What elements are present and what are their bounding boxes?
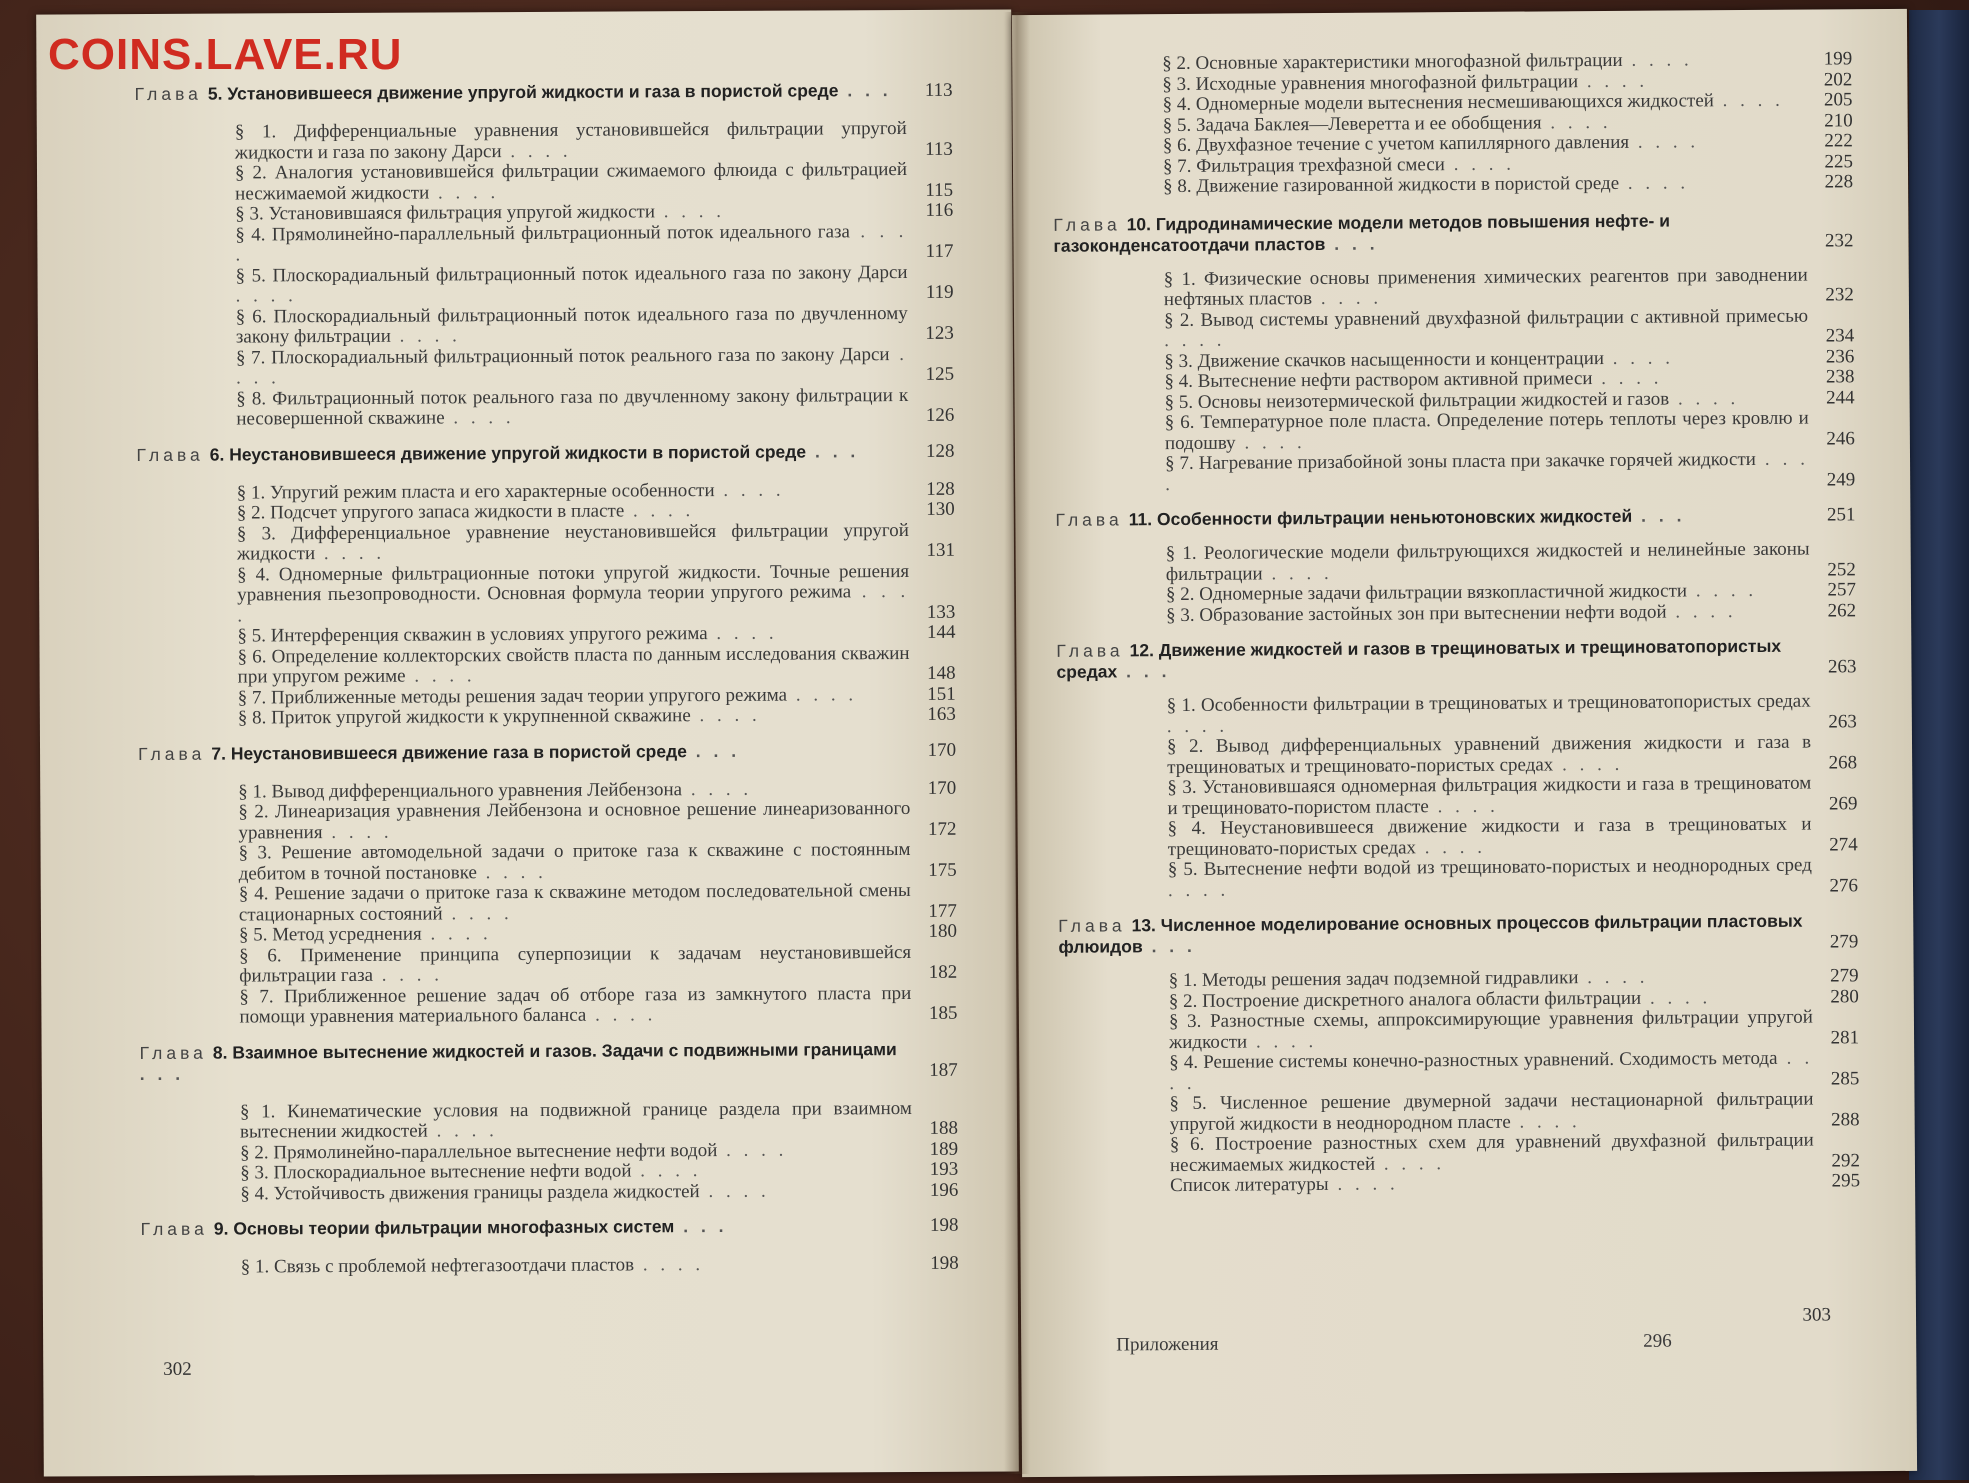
leader-dots: . . . <box>806 440 860 462</box>
section-page: 249 <box>1826 468 1856 490</box>
section-title: § 4. Вытеснение нефти раствором активной примеси <box>1164 368 1593 393</box>
toc-section <box>1166 601 1856 626</box>
leader-dots: . . . <box>674 1215 728 1237</box>
section-page: 151 <box>927 683 956 705</box>
leader-dots: . . . . <box>717 1139 788 1161</box>
section-title: § 1. Вывод дифференциального уравнения Лейбензона <box>238 778 683 803</box>
section-title: § 4. Одномерные модели вытеснения несмешивающихся жидкостей <box>1162 90 1714 116</box>
leader-dots: . . . . <box>634 1254 705 1276</box>
chapter-number: 10. <box>1126 213 1152 234</box>
leader-dots: . . . . <box>1603 347 1675 369</box>
leader-dots: . . . . <box>690 704 761 727</box>
chapter-number: 6. <box>209 444 225 465</box>
chapter-page: 279 <box>1829 931 1859 953</box>
section-title: § 4. Решение системы конечно-разностных уравнений. Сходимость метода <box>1169 1047 1778 1074</box>
leader-dots: . . . <box>686 740 741 761</box>
section-title: § 1. Особенности фильтрации в трещиноватых и трещиноватопористых средах <box>1166 690 1811 717</box>
toc-section <box>237 561 955 626</box>
leader-dots: . . . . <box>421 923 492 945</box>
leader-dots: . . . . <box>624 500 695 522</box>
section-page: 244 <box>1826 386 1855 408</box>
leader-dots: . . . . <box>442 902 513 924</box>
leader-dots: . . . . <box>501 140 572 162</box>
leader-dots: . . . <box>139 1063 185 1084</box>
toc-section <box>235 262 953 307</box>
chapter-page: 170 <box>927 739 957 761</box>
section-page: 269 <box>1828 792 1858 814</box>
section-page: 126 <box>925 404 955 426</box>
section-page: 198 <box>930 1252 959 1274</box>
section-page: 285 <box>1830 1067 1860 1089</box>
section-page: 125 <box>925 363 955 385</box>
section-page: 175 <box>928 859 957 881</box>
section-title: § 7. Фильтрация трехфазной смеси <box>1162 153 1445 177</box>
leader-dots: . . . . <box>405 665 476 687</box>
toc-chapter <box>135 80 955 431</box>
section-title: § 8. Приток упругой жидкости к укрупненной скважине <box>237 705 691 729</box>
leader-dots: . . . . <box>1415 836 1487 858</box>
chapter-label: Глава <box>1056 640 1124 661</box>
leader-dots: . . . . <box>1669 387 1740 410</box>
toc-section <box>1170 1171 1860 1196</box>
appendix-page: 296 <box>1643 1330 1672 1352</box>
section-page: 252 <box>1827 558 1856 580</box>
section-title: § 5. Плоскорадиальный фильтрационный поток идеального газа по закону Дарси <box>235 261 908 287</box>
chapter-heading <box>1056 635 1856 683</box>
section-title: § 4. Прямолинейно-параллельный фильтрационный поток идеального газа <box>235 220 850 246</box>
section-title: § 2. Прямолинейно-параллельное вытеснение нефти водой <box>240 1139 718 1164</box>
chapter-sections <box>238 778 957 1028</box>
chapter-title: Основы теории фильтрации многофазных систем <box>233 1216 675 1239</box>
toc-section <box>1169 1048 1859 1094</box>
chapter-page: 198 <box>929 1214 959 1236</box>
leader-dots: . . . . <box>1311 287 1383 310</box>
leader-dots: . . . . <box>390 325 461 347</box>
chapter-sections <box>1164 265 1856 495</box>
toc-section <box>236 303 954 348</box>
section-page: 238 <box>1825 366 1855 388</box>
chapter-label: Глава <box>136 444 204 465</box>
toc-section <box>239 840 957 885</box>
section-title: § 1. Связь с проблемой нефтегазоотдачи пластов <box>240 1254 635 1278</box>
leader-dots: . . . . <box>235 285 297 307</box>
section-title: § 3. Дифференциальное уравнение неустановившейся фильтрации упругой жидкости <box>236 519 909 565</box>
section-title: § 8. Движение газированной жидкости в пористой среде <box>1163 172 1620 198</box>
section-page: 130 <box>926 498 955 520</box>
section-page: 163 <box>927 703 956 725</box>
section-page: 257 <box>1827 579 1857 601</box>
chapter-title: Численное моделирование основных процессов фильтрации пластовых флюидов <box>1058 910 1803 957</box>
leader-dots: . . . . <box>1164 329 1226 352</box>
chapter-label: Глава <box>1058 915 1126 936</box>
leader-dots: . . . . <box>1641 986 1712 1009</box>
toc-section <box>238 799 956 844</box>
section-page: 232 <box>1825 284 1854 306</box>
leader-dots: . . . <box>1632 505 1686 526</box>
section-page: 234 <box>1825 325 1855 347</box>
section-page: 280 <box>1830 985 1859 1007</box>
toc-section <box>1170 1130 1860 1176</box>
section-page: 144 <box>926 621 956 643</box>
chapter-label: Глава <box>140 1218 208 1240</box>
leader-dots: . . . . <box>1247 1030 1318 1053</box>
toc-chapter <box>140 1038 959 1205</box>
toc-chapter <box>1055 504 1856 627</box>
leader-dots: . . . . <box>322 821 393 843</box>
leader-dots: . . . . <box>427 1120 498 1142</box>
section-title: § 4. Устойчивость движения границы раздела жидкостей <box>240 1180 700 1205</box>
toc-section <box>239 983 957 1028</box>
section-page: 131 <box>926 539 956 561</box>
chapter-title: Неустановившееся движение газа в пористой среде <box>230 740 687 764</box>
section-title: § 2. Подсчет упругого запаса жидкости в пласте <box>236 500 625 524</box>
section-title: § 6. Определение коллекторских свойств пласта по данным исследования скважин при упругом режиме <box>237 642 910 688</box>
chapter-heading <box>1053 209 1853 257</box>
leader-dots: . . . . <box>1592 367 1663 390</box>
chapter-heading <box>140 1215 958 1240</box>
section-title: § 1. Кинематические условия на подвижной границе раздела при взаимном вытеснении жидкостей <box>239 1097 912 1143</box>
section-title: § 6. Применение принципа суперпозиции к задачам неустановившейся фильтрации газа <box>239 941 912 987</box>
chapter-label: Глава <box>1053 213 1121 235</box>
leader-dots: . . . . <box>237 580 910 627</box>
section-page: 268 <box>1828 751 1858 773</box>
chapter-sections <box>235 119 955 430</box>
leader-dots: . . . . <box>631 1160 702 1182</box>
leader-dots: . . . . <box>1165 448 1810 495</box>
toc-section <box>1169 1089 1859 1135</box>
chapter-sections <box>1169 966 1861 1196</box>
chapter-sections <box>240 1098 959 1204</box>
section-page: 123 <box>925 322 954 344</box>
leader-dots: . . . . <box>714 479 785 501</box>
leader-dots: . . . . <box>1444 153 1515 175</box>
chapter-title: Особенности фильтрации неньютоновских жидкостей <box>1156 505 1633 530</box>
leader-dots: . . . . <box>1510 1110 1581 1133</box>
toc-section <box>1167 773 1857 819</box>
section-page: 180 <box>928 920 958 942</box>
leader-dots: . . . . <box>1622 49 1693 71</box>
leader-dots: . . . . <box>1428 795 1499 817</box>
section-title: § 6. Двухфазное течение с учетом капиллярного давления <box>1162 131 1630 157</box>
left-page <box>36 9 1019 1476</box>
chapter-label: Глава <box>137 743 206 764</box>
section-page: 246 <box>1826 427 1855 449</box>
toc-section <box>237 643 955 688</box>
section-page: 288 <box>1831 1108 1860 1130</box>
section-page: 189 <box>929 1138 959 1160</box>
section-title: § 4. Неустановившееся движение жидкости и газа в трещиноватых и трещиновато-пористых средах <box>1167 813 1812 860</box>
chapter-heading <box>138 739 956 764</box>
chapter-title: Установившееся движение упругой жидкости и газа в пористой среде <box>227 80 839 104</box>
lead-sections <box>1162 49 1853 197</box>
section-title: § 7. Плоскорадиальный фильтрационный поток реального газа по закону Дарси <box>235 343 890 369</box>
section-title: § 7. Приближенные методы решения задач теории упругого режима <box>237 684 788 709</box>
section-title: § 2. Аналогия установившейся фильтрации сжимаемого флюида с фильтрацией несжимаемой жидкости <box>234 159 908 205</box>
chapter-page: 232 <box>1824 229 1854 251</box>
chapter-heading <box>136 440 954 465</box>
section-page: 172 <box>927 818 957 840</box>
section-page: 279 <box>1830 965 1859 987</box>
section-title: § 2. Одномерные задачи фильтрации вязкопластичной жидкости <box>1165 580 1688 606</box>
section-page: 113 <box>925 138 953 160</box>
toc-section <box>240 1098 958 1143</box>
section-title: § 5. Численное решение двумерной задачи нестационарной фильтрации упругой жидкости в неоднородном пласте <box>1169 1088 1814 1135</box>
chapter-title: Гидродинамические модели методов повышения нефте- и газоконденсатоотдачи пластов <box>1053 210 1671 256</box>
section-page: 228 <box>1824 171 1854 193</box>
section-page: 236 <box>1825 345 1855 367</box>
leader-dots: . . . . <box>787 683 858 706</box>
section-title: § 7. Нагревание призабойной зоны пласта при закачке горячей жидкости <box>1164 448 1756 475</box>
chapter-label: Глава <box>134 83 202 105</box>
section-title: § 7. Приближенное решение задач об отборе газа из замкнутого пласта при помощи уравнения материального баланса <box>239 982 912 1028</box>
chapter-page: 263 <box>1827 656 1857 678</box>
section-title: § 3. Разностные схемы, аппроксимирующие уравнения фильтрации упругой жидкости <box>1168 1006 1813 1053</box>
leader-dots: . . . . <box>1686 579 1758 602</box>
chapter-page: 187 <box>929 1059 958 1081</box>
section-title: § 1. Физические основы применения химических реагентов при заводнении нефтяных пластов <box>1163 264 1808 311</box>
section-title: § 3. Решение автомодельной задачи о притоке газа к скважине с постоянным дебитом в точной постановке <box>238 838 911 885</box>
toc-section <box>240 1180 958 1204</box>
section-title: § 1. Упругий режим пласта и его характерные особенности <box>236 479 715 504</box>
section-title: § 3. Установившаяся одномерная фильтрация жидкости и газа в трещиноватом и трещиновато-пористом пласте <box>1167 772 1812 819</box>
toc-section <box>235 221 953 266</box>
section-title: § 2. Построение дискретного аналога области фильтрации <box>1168 987 1642 1012</box>
chapter-number: 7. <box>211 743 226 764</box>
toc-section <box>1168 814 1858 860</box>
section-title: § 3. Образование застойных зон при вытеснении нефти водой <box>1166 601 1667 626</box>
section-title: § 3. Движение скачков насыщенности и концентрации <box>1164 347 1605 372</box>
section-page: 199 <box>1823 48 1853 70</box>
leader-dots: . . . <box>1142 935 1196 957</box>
toc-section <box>1165 408 1855 454</box>
toc-chapter <box>1058 910 1860 1197</box>
leader-dots: . . . . <box>1262 562 1333 584</box>
leader-dots: . . . . <box>1619 172 1690 194</box>
section-page: 274 <box>1829 833 1858 855</box>
leader-dots: . . . . <box>1666 600 1737 623</box>
leader-dots: . . . . <box>429 181 500 204</box>
section-page: 182 <box>928 961 958 983</box>
section-title: § 5. Вытеснение нефти водой из трещиновато-пористых и неоднородных сред <box>1167 854 1812 881</box>
book-spine <box>1004 12 1030 1474</box>
section-title: § 3. Установившаяся фильтрация упругой жидкости <box>235 201 656 225</box>
section-title: § 2. Линеаризация уравнения Лейбензона и основное решение линеаризованного уравнения <box>238 797 911 844</box>
toc-section <box>1164 306 1854 352</box>
toc-section <box>1169 1007 1859 1053</box>
left-page-number: 302 <box>163 1358 192 1380</box>
left-toc <box>135 80 959 1293</box>
leader-dots: . . . . <box>235 220 908 266</box>
leader-dots: . . . . <box>236 343 909 389</box>
chapter-page: 128 <box>925 440 955 462</box>
leader-dots: . . . . <box>1578 966 1649 989</box>
section-title: Список литературы <box>1170 1173 1329 1197</box>
section-page: 196 <box>929 1179 959 1201</box>
section-title: § 6. Плоскорадиальный фильтрационный поток идеального газа по двучленному закону фильтрации <box>235 302 908 348</box>
toc-section <box>1164 265 1854 311</box>
chapter-heading <box>1058 910 1858 958</box>
leader-dots: . . . . <box>1328 1173 1399 1195</box>
section-page: 117 <box>925 240 954 262</box>
section-page: 188 <box>929 1117 959 1139</box>
toc-chapter <box>1056 635 1858 902</box>
toc-chapter <box>136 440 955 729</box>
leader-dots: . . . . <box>682 778 753 800</box>
leader-dots: . . . <box>838 80 892 101</box>
section-page: 276 <box>1829 874 1859 896</box>
section-page: 263 <box>1828 710 1857 732</box>
section-page: 202 <box>1823 68 1853 90</box>
toc-section <box>238 705 956 729</box>
section-title: § 2. Вывод дифференциальных уравнений движения жидкости и газа в трещиноватых и трещиновато-пористых средах <box>1166 731 1812 778</box>
toc-section <box>235 160 953 205</box>
leader-dots: . . . . <box>1375 1152 1446 1175</box>
section-page: 133 <box>926 601 956 623</box>
section-title: § 3. Исходные уравнения многофазной фильтрации <box>1162 70 1579 95</box>
section-page: 185 <box>928 1002 958 1024</box>
toc-section <box>239 881 957 926</box>
toc-section <box>235 119 953 164</box>
toc-section <box>237 520 955 565</box>
chapter-number: 8. <box>212 1042 228 1063</box>
leader-dots: . . . . <box>1553 753 1624 775</box>
chapter-heading <box>140 1038 958 1084</box>
chapter-number: 5. <box>207 83 223 104</box>
chapter-page: 113 <box>924 79 953 101</box>
section-page: 210 <box>1824 109 1853 131</box>
toc-section <box>1167 691 1857 737</box>
toc-chapter <box>1053 209 1855 496</box>
leader-dots: . . . . <box>707 622 778 645</box>
toc-section <box>1168 855 1858 901</box>
section-page: 292 <box>1831 1149 1860 1171</box>
leader-dots: . . . . <box>372 964 444 986</box>
leader-dots: . . . . <box>315 542 386 565</box>
section-title: § 8. Фильтрационный поток реального газа по двучленному закону фильтрации к несовершенной скважине <box>236 384 909 430</box>
chapter-number: 9. <box>213 1218 229 1239</box>
section-title: § 5. Основы неизотермической фильтрации жидкостей и газов <box>1164 388 1670 413</box>
leader-dots: . . . <box>1325 233 1379 254</box>
book-cover-edge <box>1909 10 1969 1480</box>
chapter-title: Взаимное вытеснение жидкостей и газов. Задачи с подвижными границами <box>232 1038 897 1063</box>
leader-dots: . . . . <box>1629 131 1700 153</box>
toc-section <box>1166 539 1856 585</box>
chapter-title: Движение жидкостей и газов в трещиноватых и трещиноватопористых средах <box>1056 635 1782 682</box>
watermark: COINS.LAVE.RU <box>48 30 403 79</box>
leader-dots: . . . . <box>1713 89 1784 112</box>
section-page: 116 <box>925 199 954 221</box>
chapter-number: 13. <box>1131 915 1156 936</box>
chapter-sections <box>241 1254 959 1278</box>
section-title: § 1. Методы решения задач подземной гидравлики <box>1168 967 1579 992</box>
leader-dots: . . . . <box>1541 111 1612 133</box>
section-title: § 1. Дифференциальные уравнения установившейся фильтрации упругой жидкости и газа по закону Дарси <box>234 118 907 164</box>
chapter-heading <box>135 80 953 105</box>
toc-chapter <box>140 1215 958 1279</box>
section-title: § 5. Задача Баклея—Леверетта и ее обобщения <box>1162 111 1542 136</box>
section-title: § 3. Плоскорадиальное вытеснение нефти водой <box>240 1160 632 1184</box>
leader-dots: . . . . <box>1578 70 1649 92</box>
section-page: 205 <box>1823 89 1853 111</box>
toc-section <box>1167 732 1857 778</box>
section-page: 295 <box>1831 1170 1861 1192</box>
section-title: § 6. Построение разностных схем для уравнений двухфазной фильтрации несжимаемых жидкостей <box>1169 1129 1814 1176</box>
section-page: 222 <box>1824 130 1853 152</box>
chapter-sections <box>1167 691 1858 901</box>
chapter-heading <box>1055 504 1855 531</box>
section-page: 177 <box>928 900 957 922</box>
chapter-sections <box>237 479 956 729</box>
right-toc <box>1052 49 1860 1211</box>
section-title: § 2. Вывод системы уравнений двухфазной фильтрации с активной примесью <box>1163 305 1809 331</box>
leader-dots: . . . . <box>1169 1047 1814 1094</box>
section-page: 128 <box>926 478 955 500</box>
leader-dots: . . . . <box>444 407 515 429</box>
leader-dots: . . . . <box>586 1004 657 1026</box>
toc-section <box>236 344 954 389</box>
leader-dots: . . . . <box>1167 879 1230 901</box>
section-title: § 1. Реологические модели фильтрующихся жидкостей и нелинейные законы фильтрации <box>1165 538 1810 585</box>
chapter-label: Глава <box>139 1042 207 1063</box>
toc-section <box>239 942 957 987</box>
section-page: 262 <box>1827 599 1857 621</box>
toc-section <box>1165 449 1855 495</box>
chapter-sections <box>1166 539 1857 626</box>
section-title: § 5. Метод усреднения <box>238 923 422 946</box>
section-title: § 4. Решение задачи о притоке газа к скважине методом последовательной смены стационарных состояний <box>238 879 911 926</box>
section-title: § 2. Основные характеристики многофазной фильтрации <box>1162 49 1623 75</box>
appendix-label: Приложения <box>1116 1333 1219 1356</box>
appendix-entry <box>1116 1331 1672 1357</box>
leader-dots: . . . . <box>699 1180 770 1202</box>
chapter-page: 251 <box>1826 504 1856 526</box>
chapter-title: Неустановившееся движение упругой жидкости в пористой среде <box>229 441 807 465</box>
chapter-number: 12. <box>1129 640 1155 661</box>
section-page: 281 <box>1830 1026 1860 1048</box>
leader-dots: . . . . <box>1235 431 1306 454</box>
leader-dots: . . . . <box>654 200 726 223</box>
chapter-label: Глава <box>1055 509 1123 530</box>
chapter-number: 11. <box>1128 509 1153 530</box>
toc-chapter <box>138 739 957 1028</box>
section-page: 115 <box>925 179 954 201</box>
section-page: 170 <box>927 777 957 799</box>
section-title: § 4. Одномерные фильтрационные потоки упругой жидкости. Точные решения уравнения пьезопроводности. Основная формула теории упругого режима <box>237 560 910 606</box>
section-page: 225 <box>1824 150 1854 172</box>
right-page-number: 303 <box>1802 1304 1832 1326</box>
toc-section <box>236 385 954 430</box>
section-page: 193 <box>929 1158 959 1180</box>
section-page: 148 <box>927 662 956 684</box>
toc-section <box>241 1254 959 1278</box>
section-title: § 5. Интерференция скважин в условиях упругого режима <box>237 623 708 647</box>
leader-dots: . . . . <box>1166 715 1229 737</box>
section-page: 119 <box>925 281 954 303</box>
section-title: § 6. Температурное поле пласта. Определение потерь теплоты через кровлю и подошву <box>1164 407 1809 454</box>
leader-dots: . . . . <box>476 861 547 883</box>
leader-dots: . . . <box>1117 661 1171 682</box>
right-page <box>1012 9 1917 1477</box>
